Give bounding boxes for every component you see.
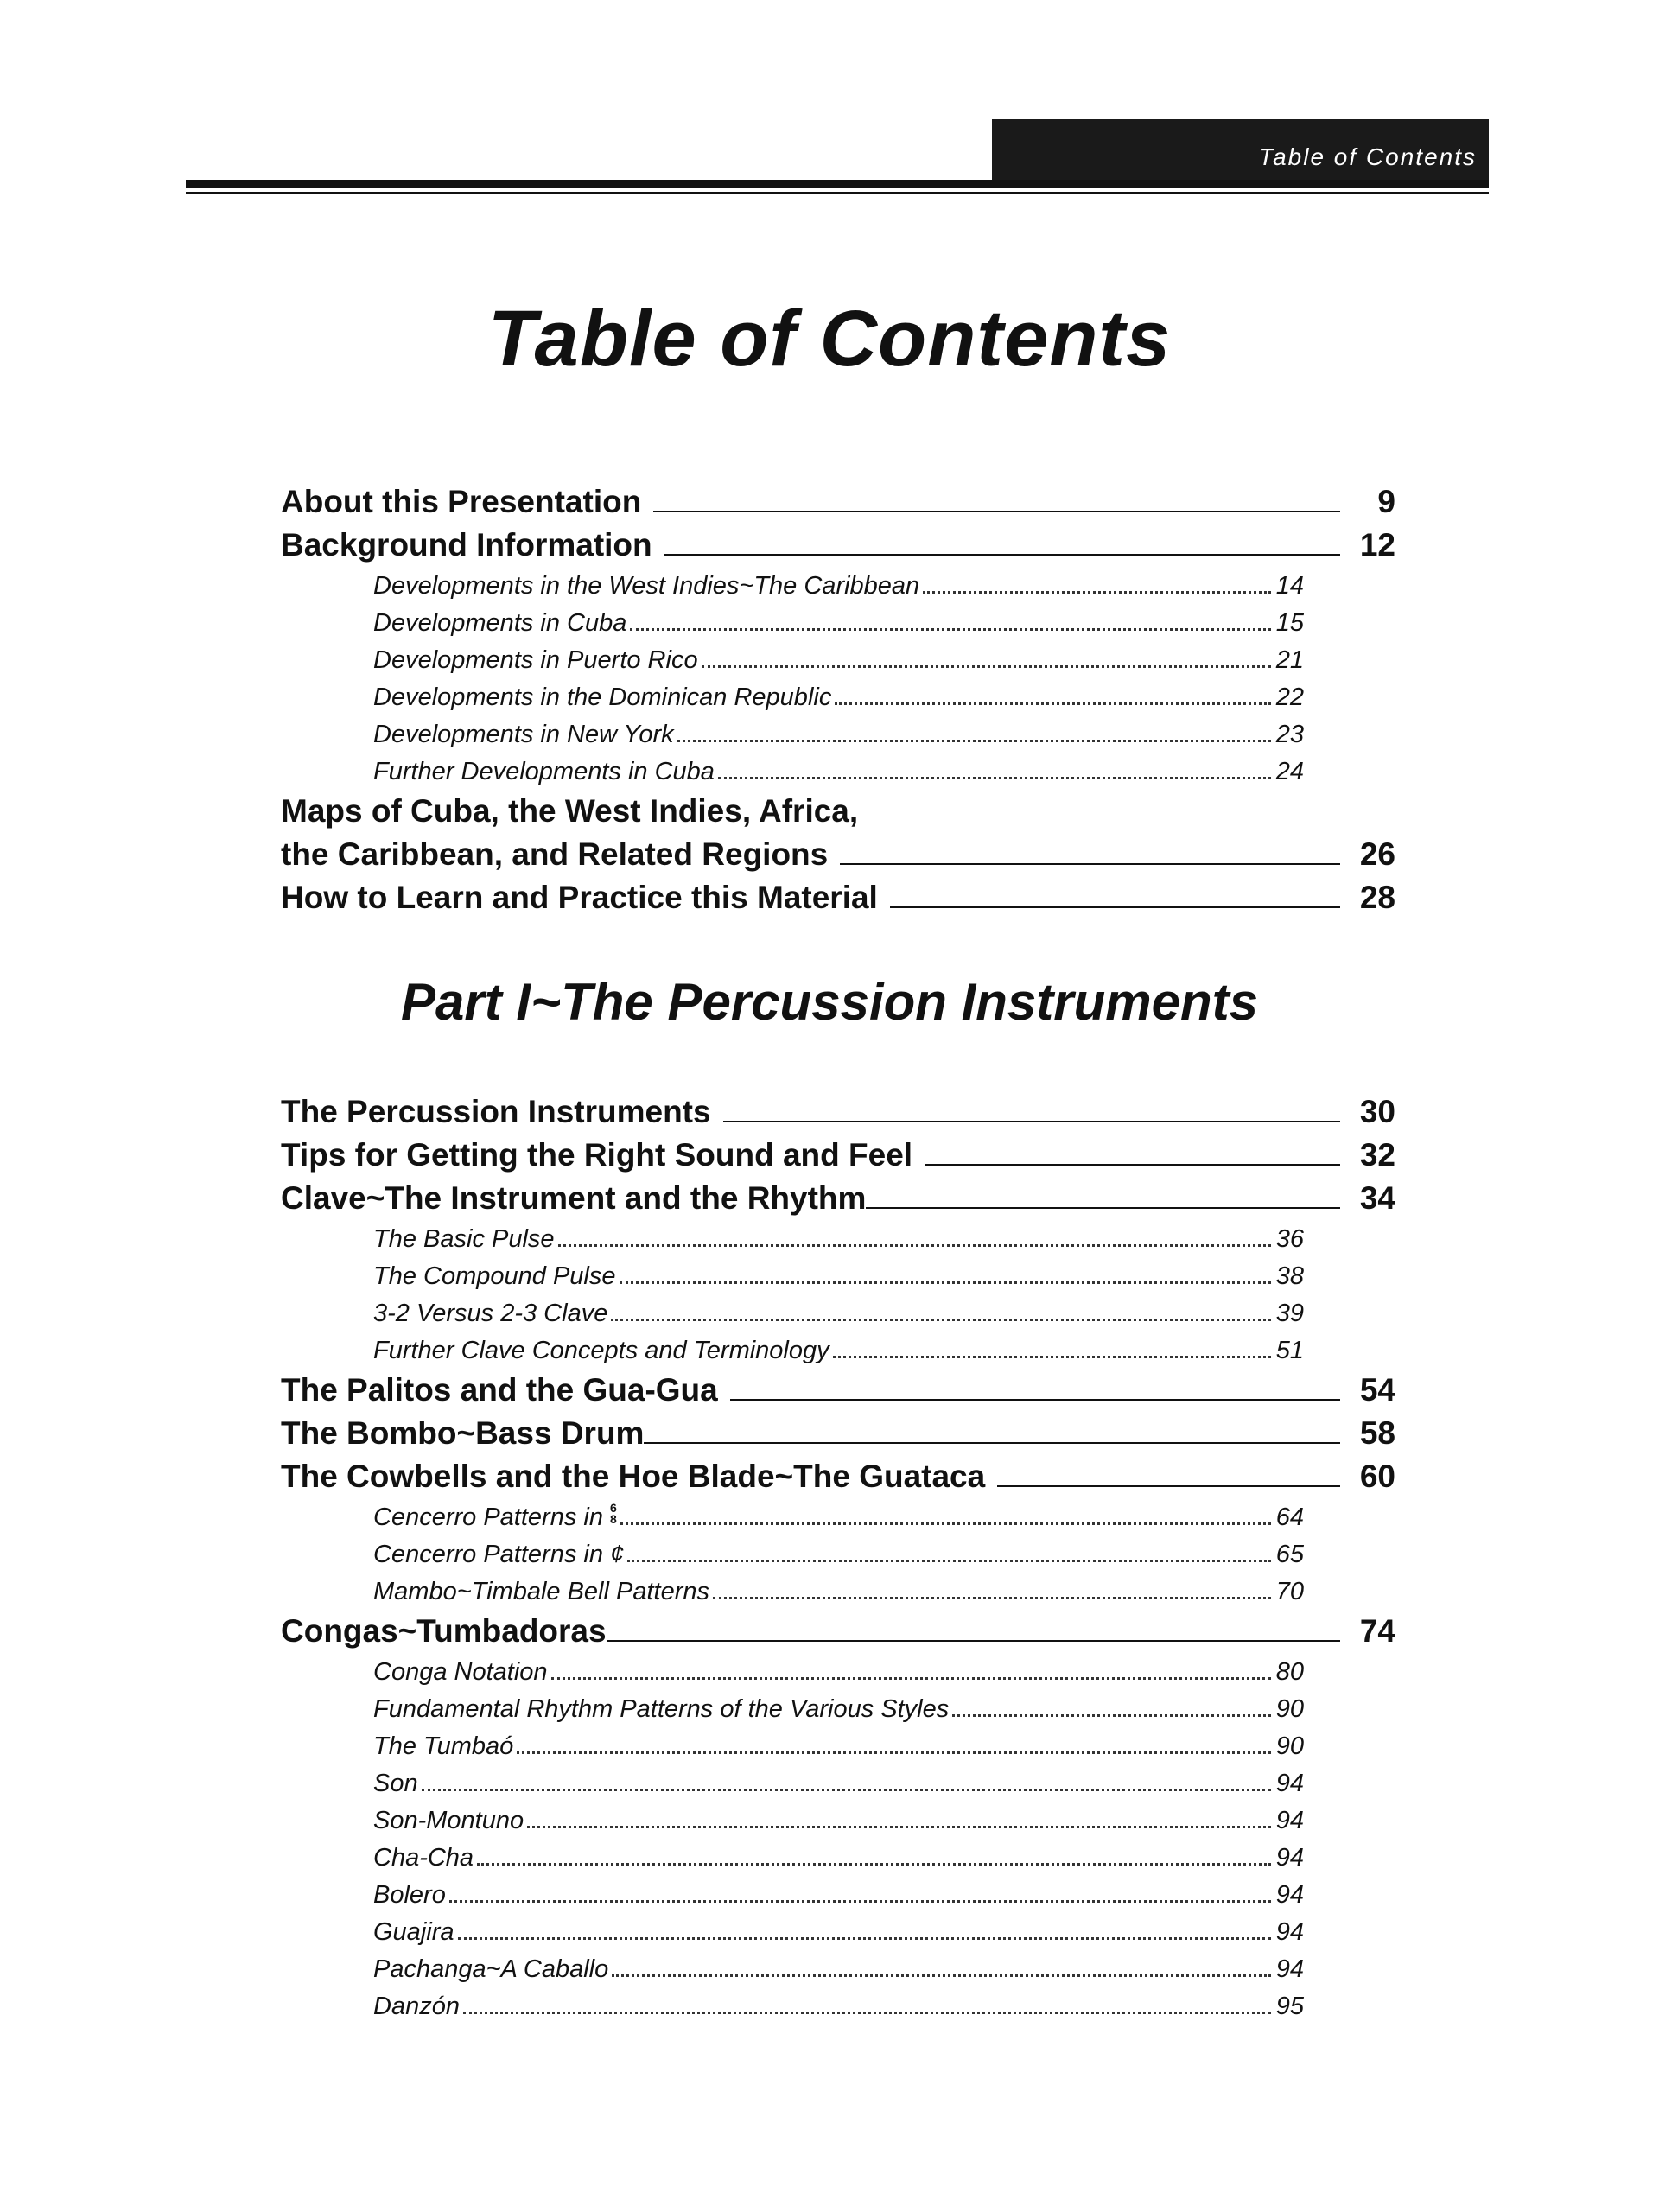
toc-leader-dots	[620, 1281, 1272, 1284]
toc-entry-label: Tips for Getting the Right Sound and Feel	[281, 1137, 913, 1173]
toc-entry-percussion[interactable]	[281, 1087, 1395, 1130]
toc-leader-dots	[952, 1714, 1271, 1717]
toc-leader-dots	[835, 702, 1271, 705]
toc-subentry-label: Fundamental Rhythm Patterns of the Various Styles	[373, 1695, 950, 1723]
toc-subentry-label: Mambo~Timbale Bell Patterns	[373, 1578, 709, 1605]
toc-entry-label: Congas~Tumbadoras	[281, 1613, 607, 1649]
toc-subentry[interactable]	[373, 1291, 1304, 1328]
toc-leader-dots	[612, 1974, 1271, 1977]
toc-leader-line	[664, 554, 1340, 556]
toc-subentry-page: 23	[1275, 721, 1304, 748]
toc-entry-page: 34	[1359, 1180, 1395, 1216]
toc-leader-dots	[463, 2012, 1271, 2014]
toc-subentry[interactable]	[373, 601, 1304, 638]
toc-leader-line	[644, 1442, 1340, 1444]
toc-entry-label: Clave~The Instrument and the Rhythm	[281, 1180, 867, 1216]
toc-leader-dots	[458, 1937, 1272, 1940]
toc-subentry[interactable]	[373, 1798, 1304, 1835]
toc-subentry-label: Developments in the West Indies~The Caribbean	[373, 572, 920, 600]
toc-subentry[interactable]	[373, 1724, 1304, 1761]
toc-subentry-page: 80	[1275, 1658, 1304, 1686]
toc-entry-label: Maps of Cuba, the West Indies, Africa,	[281, 793, 859, 829]
toc-subentry-label: The Tumbaó	[373, 1732, 514, 1760]
toc-leader-dots	[517, 1751, 1271, 1754]
toc-entry-page: 26	[1359, 836, 1395, 872]
toc-subentry-label: Bolero	[373, 1881, 446, 1909]
toc-entry-cowbells[interactable]	[281, 1452, 1395, 1495]
toc-leader-dots	[477, 1863, 1271, 1866]
toc-subentry[interactable]	[373, 712, 1304, 749]
toc-entry-clave[interactable]	[281, 1173, 1395, 1217]
toc-entry-tips[interactable]	[281, 1130, 1395, 1173]
toc-leader-dots	[713, 1597, 1271, 1599]
toc-leader-line	[997, 1485, 1340, 1487]
toc-subentry-label: Son-Montuno	[373, 1807, 524, 1834]
header-tab	[992, 119, 1489, 180]
toc-subentry-page: 51	[1275, 1337, 1304, 1364]
toc-entry-label: The Bombo~Bass Drum	[281, 1415, 645, 1451]
toc-leader-line	[607, 1640, 1340, 1642]
toc-subentry-page: 36	[1275, 1225, 1304, 1253]
toc-subentry[interactable]	[373, 1984, 1304, 2021]
toc-entry-background[interactable]	[281, 520, 1395, 563]
toc-entry-page: 32	[1359, 1137, 1395, 1173]
header-rule-thick	[186, 180, 1489, 188]
toc-subentry-page: 64	[1275, 1503, 1304, 1531]
toc-subentry-label: Developments in the Dominican Republic	[373, 683, 832, 711]
toc-entry-label: The Cowbells and the Hoe Blade~The Guataca	[281, 1459, 986, 1494]
toc-subentry-page: 14	[1275, 572, 1304, 600]
toc-leader-dots	[630, 628, 1271, 631]
toc-subentry-page: 38	[1275, 1262, 1304, 1290]
toc-subentry-page: 94	[1275, 1807, 1304, 1834]
toc-subentry-label: Son	[373, 1770, 418, 1797]
toc-leader-line	[730, 1399, 1340, 1401]
toc-entry-maps-line1[interactable]	[281, 786, 1395, 830]
toc-subentry-label: Further Developments in Cuba	[373, 758, 715, 785]
toc-subentry-page: 94	[1275, 1881, 1304, 1909]
toc-leader-dots	[611, 1319, 1271, 1321]
part-title: Part I~The Percussion Instruments	[401, 973, 1258, 1031]
toc-subentry-label: Conga Notation	[373, 1658, 548, 1686]
header-tab-label: Table of Contents	[1258, 143, 1477, 170]
toc-subentry[interactable]	[373, 1947, 1304, 1984]
toc-subentry[interactable]	[373, 1872, 1304, 1910]
page-title: Table of Contents	[487, 295, 1172, 383]
toc-entry-label: The Palitos and the Gua-Gua	[281, 1372, 718, 1408]
toc-front-section	[281, 477, 1395, 916]
toc-subentry[interactable]	[373, 749, 1304, 786]
toc-subentry[interactable]	[373, 638, 1304, 675]
toc-subentry[interactable]	[373, 675, 1304, 712]
toc-subentry-page: 94	[1275, 1955, 1304, 1983]
toc-entry-page: 28	[1359, 880, 1395, 915]
toc-entry-page: 12	[1359, 527, 1395, 563]
toc-leader-dots	[620, 1522, 1271, 1525]
toc-entry-palitos[interactable]	[281, 1365, 1395, 1408]
toc-leader-dots	[833, 1356, 1271, 1358]
toc-subentry-label: Cha-Cha	[373, 1844, 474, 1872]
toc-entry-bombo[interactable]	[281, 1408, 1395, 1452]
toc-leader-dots	[527, 1826, 1271, 1828]
toc-subentry-page: 21	[1275, 646, 1304, 674]
toc-subentry-page: 95	[1275, 1993, 1304, 2020]
toc-subentry[interactable]	[373, 1532, 1304, 1569]
toc-entry-congas[interactable]	[281, 1606, 1395, 1649]
toc-subentry-page: 90	[1275, 1732, 1304, 1760]
toc-subentry-label: 3-2 Versus 2-3 Clave	[373, 1300, 608, 1327]
toc-leader-line	[866, 1207, 1340, 1209]
toc-leader-dots	[718, 777, 1271, 779]
toc-subentry[interactable]	[373, 1254, 1304, 1291]
toc-entry-label: the Caribbean, and Related Regions	[281, 836, 829, 872]
toc-leader-dots	[923, 591, 1271, 594]
toc-subentry[interactable]	[373, 1495, 1304, 1532]
toc-subentry-page: 70	[1275, 1578, 1304, 1605]
toc-subentry-page: 15	[1275, 609, 1304, 637]
toc-subentry-label: Guajira	[373, 1918, 454, 1946]
toc-subentry[interactable]	[373, 1687, 1304, 1724]
toc-subentry[interactable]	[373, 1649, 1304, 1687]
toc-subentry-label: Developments in Cuba	[373, 609, 627, 637]
toc-subentry-label: Developments in Puerto Rico	[373, 646, 698, 674]
toc-subentry-label: Developments in New York	[373, 721, 674, 748]
toc-subentry[interactable]	[373, 1328, 1304, 1365]
toc-leader-dots	[627, 1560, 1271, 1562]
time-signature-6-8-icon: 6 8	[610, 1501, 617, 1526]
toc-subentry-page: 22	[1275, 683, 1304, 711]
toc-subentry-label: Pachanga~A Caballo	[373, 1955, 609, 1983]
toc-entry-about[interactable]	[281, 477, 1395, 520]
toc-subentry-label: Danzón	[373, 1993, 460, 2020]
toc-entry-label: Background Information	[281, 527, 652, 563]
toc-entry-label: The Percussion Instruments	[281, 1094, 711, 1129]
toc-subentry[interactable]	[373, 1835, 1304, 1872]
toc-entry-how-to[interactable]	[281, 873, 1395, 916]
toc-subentry-label: Further Clave Concepts and Terminology	[373, 1337, 830, 1364]
toc-entry-label: About this Presentation	[281, 484, 642, 519]
toc-leader-dots	[422, 1789, 1271, 1791]
toc-subentry[interactable]	[373, 1569, 1304, 1606]
toc-leader-line	[840, 863, 1340, 865]
toc-entry-page: 30	[1359, 1094, 1395, 1129]
toc-subentry-page: 90	[1275, 1695, 1304, 1723]
toc-entry-page: 54	[1359, 1372, 1395, 1408]
toc-subentry-page: 65	[1275, 1541, 1304, 1568]
toc-subentry[interactable]	[373, 563, 1304, 601]
toc-leader-line	[723, 1121, 1340, 1122]
toc-subentry[interactable]	[373, 1217, 1304, 1254]
toc-part1-section	[281, 1087, 1395, 2021]
toc-subentry-page: 94	[1275, 1844, 1304, 1872]
toc-subentry-page: 39	[1275, 1300, 1304, 1327]
toc-subentry-label: The Basic Pulse	[373, 1225, 555, 1253]
toc-leader-dots	[558, 1244, 1271, 1247]
toc-entry-page: 60	[1359, 1459, 1395, 1494]
toc-leader-line	[925, 1164, 1340, 1166]
toc-leader-dots	[449, 1900, 1271, 1903]
toc-subentry[interactable]	[373, 1761, 1304, 1798]
toc-leader-dots	[702, 665, 1271, 668]
toc-leader-line	[653, 511, 1340, 512]
toc-leader-line	[890, 906, 1340, 908]
toc-entry-maps[interactable]	[281, 830, 1395, 873]
header-rule-thin	[186, 192, 1489, 194]
toc-entry-page: 58	[1359, 1415, 1395, 1451]
toc-entry-page: 74	[1359, 1613, 1395, 1649]
toc-subentry-page: 94	[1275, 1918, 1304, 1946]
toc-subentry-page: 94	[1275, 1770, 1304, 1797]
toc-entry-label: How to Learn and Practice this Material	[281, 880, 878, 915]
toc-entry-page: 9	[1377, 484, 1395, 519]
toc-leader-dots	[551, 1677, 1271, 1680]
toc-subentry[interactable]	[373, 1910, 1304, 1947]
toc-leader-dots	[677, 740, 1271, 742]
toc-subentry-label: The Compound Pulse	[373, 1262, 616, 1290]
toc-subentry-page: 24	[1275, 758, 1304, 785]
toc-subentry-label: Cencerro Patterns in 6 8	[373, 1501, 617, 1531]
toc-subentry-label: Cencerro Patterns in ¢	[373, 1541, 625, 1568]
